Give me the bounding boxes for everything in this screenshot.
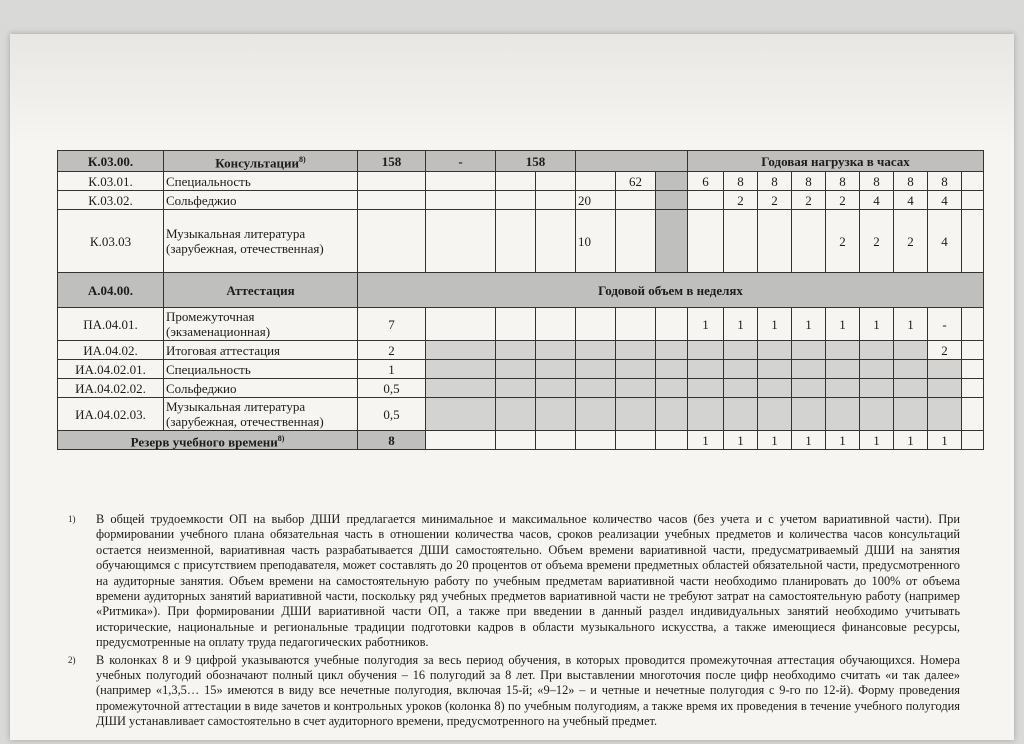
row-ia040201 [58,360,984,379]
name-cell: Музыкальная литература (зарубежная, отечественная) [164,210,358,273]
value-cell: 20 [576,191,616,210]
row-k0302 [58,191,984,210]
week-cell: 1 [724,308,758,341]
value-cell: 158 [496,151,576,172]
load-cell: 4 [860,191,894,210]
name-cell: Консультации$^{8)}$ [164,151,358,172]
name-cell: Музыкальная литература (зарубежная, отечественная) [164,398,358,431]
load-cell: 2 [724,191,758,210]
section-header: Годовой объем в неделях [358,273,984,308]
name-cell: Сольфеджио [164,191,358,210]
document-page [10,34,1014,740]
load-cell: 2 [826,210,860,273]
load-cell: 8 [724,172,758,191]
value-cell: 2 [358,341,426,360]
load-cell: 2 [860,210,894,273]
load-cell: 4 [894,191,928,210]
code-cell: ИА.04.02. [58,341,164,360]
name-cell: Аттестация [164,273,358,308]
code-cell: ИА.04.02.01. [58,360,164,379]
row-pa0401 [58,308,984,341]
row-reserve [58,431,984,450]
code-cell: К.03.01. [58,172,164,191]
week-cell: 1 [826,431,860,450]
week-cell: 1 [724,431,758,450]
row-k0301 [58,172,984,191]
footnote-number: 1) [68,514,76,524]
row-ia040203 [58,398,984,431]
load-cell: 6 [688,172,724,191]
code-cell: А.04.00. [58,273,164,308]
name-cell: Резерв учебного времени$^{8)}$ [58,431,358,450]
footnote-number: 2) [68,654,76,665]
value-cell: 62 [616,172,656,191]
week-cell: 1 [688,308,724,341]
name-cell: Итоговая аттестация [164,341,358,360]
name-cell: Специальность [164,172,358,191]
name-cell: Сольфеджио [164,379,358,398]
row-k0303 [58,210,984,273]
curriculum-table [57,150,984,450]
load-cell: 8 [758,172,792,191]
name-cell: Промежуточная (экзаменационная) [164,308,358,341]
footnote-text: В колонках 8 и 9 цифрой указываются учебные полугодия за весь период обучения, в которых проводится промежуточная аттестация обучающихся. Номера учебных полугодий обозначают полный цикл обучения – 16 полугодий за 8 лет. При выставлении многоточия после цифр необходимо считать «и так далее» (например «1,3,5… 15» имеются в виду все нечетные полугодия, включая 15-й; «9–12» – и четные и нечетные полугодия с 9-го по 12-й). Форму проведения промежуточной аттестации в виде зачетов и контрольных уроков (колонка 8) по учебным полугодиям, а также время их проведения в течение учебного полугодия ДШИ устанавливает самостоятельно в счет аудиторного времени, предусмотренного на учебный предмет. [96,652,960,729]
week-cell: 1 [758,308,792,341]
week-cell: 1 [894,431,928,450]
value-cell: 158 [358,151,426,172]
week-cell: 1 [792,431,826,450]
load-cell: 4 [928,191,962,210]
load-cell: 8 [860,172,894,191]
value-cell: 0,5 [358,398,426,431]
week-cell: 1 [860,308,894,341]
section-header: Годовая нагрузка в часах [688,151,984,172]
week-cell: - [928,308,962,341]
load-cell: 2 [792,191,826,210]
row-k0300 [58,151,984,172]
load-cell: 4 [928,210,962,273]
code-cell: ИА.04.02.02. [58,379,164,398]
week-cell: 1 [928,431,962,450]
load-cell: 2 [826,191,860,210]
row-ia040202 [58,379,984,398]
code-cell: К.03.02. [58,191,164,210]
week-cell: 2 [928,341,962,360]
value-cell: 1 [358,360,426,379]
code-cell: ИА.04.02.03. [58,398,164,431]
load-cell: 8 [826,172,860,191]
value-cell: 10 [576,210,616,273]
value-cell: 0,5 [358,379,426,398]
footnote-2 [60,653,960,730]
value-cell: 8 [358,431,426,450]
value-cell: - [426,151,496,172]
code-cell: К.03.03 [58,210,164,273]
value-cell: 7 [358,308,426,341]
week-cell: 1 [758,431,792,450]
code-cell: К.03.00. [58,151,164,172]
load-cell: 2 [758,191,792,210]
week-cell: 1 [826,308,860,341]
footnote-text: В общей трудоемкости ОП на выбор ДШИ предлагается минимальное и максимальное количество часов (без учета и с учетом вариативной части). При формировании учебного плана обязательная часть в отношении количества часов, сроков реализации учебных предметов и количества часов консультаций остается неизменной, вариативная часть разрабатывается ДШИ самостоятельно. Объем времени вариативной части, предусматриваемый ДШИ на занятия обучающимся с присутствием преподавателя, может составлять до 20 процентов от объема времени предметных областей обязательной части, предусмотренного на аудиторные занятия. Объем времени на самостоятельную работу по учебным предметам вариативной части необходимо планировать до 100% от объема времени аудиторных занятий вариативной части, поскольку ряд учебных предметов вариативной части не требуют затрат на самостоятельную работу (например «Ритмика»). При формировании ДШИ вариативной части ОП, а также при введении в данный раздел индивидуальных занятий необходимо учитывать исторические, национальные и региональные традиции подготовки кадров в области музыкального искусства, а также имеющиеся финансовые ресурсы, предусмотренные на оплату труда педагогических работников. [96,512,960,650]
week-cell: 1 [792,308,826,341]
name-cell: Специальность [164,360,358,379]
week-cell: 1 [860,431,894,450]
row-a0400 [58,273,984,308]
footnotes [60,512,960,732]
load-cell: 8 [894,172,928,191]
week-cell: 1 [894,308,928,341]
footnote-1 [60,512,960,651]
week-cell: 1 [688,431,724,450]
row-ia0402 [58,341,984,360]
load-cell: 2 [894,210,928,273]
load-cell: 8 [792,172,826,191]
code-cell: ПА.04.01. [58,308,164,341]
load-cell: 8 [928,172,962,191]
